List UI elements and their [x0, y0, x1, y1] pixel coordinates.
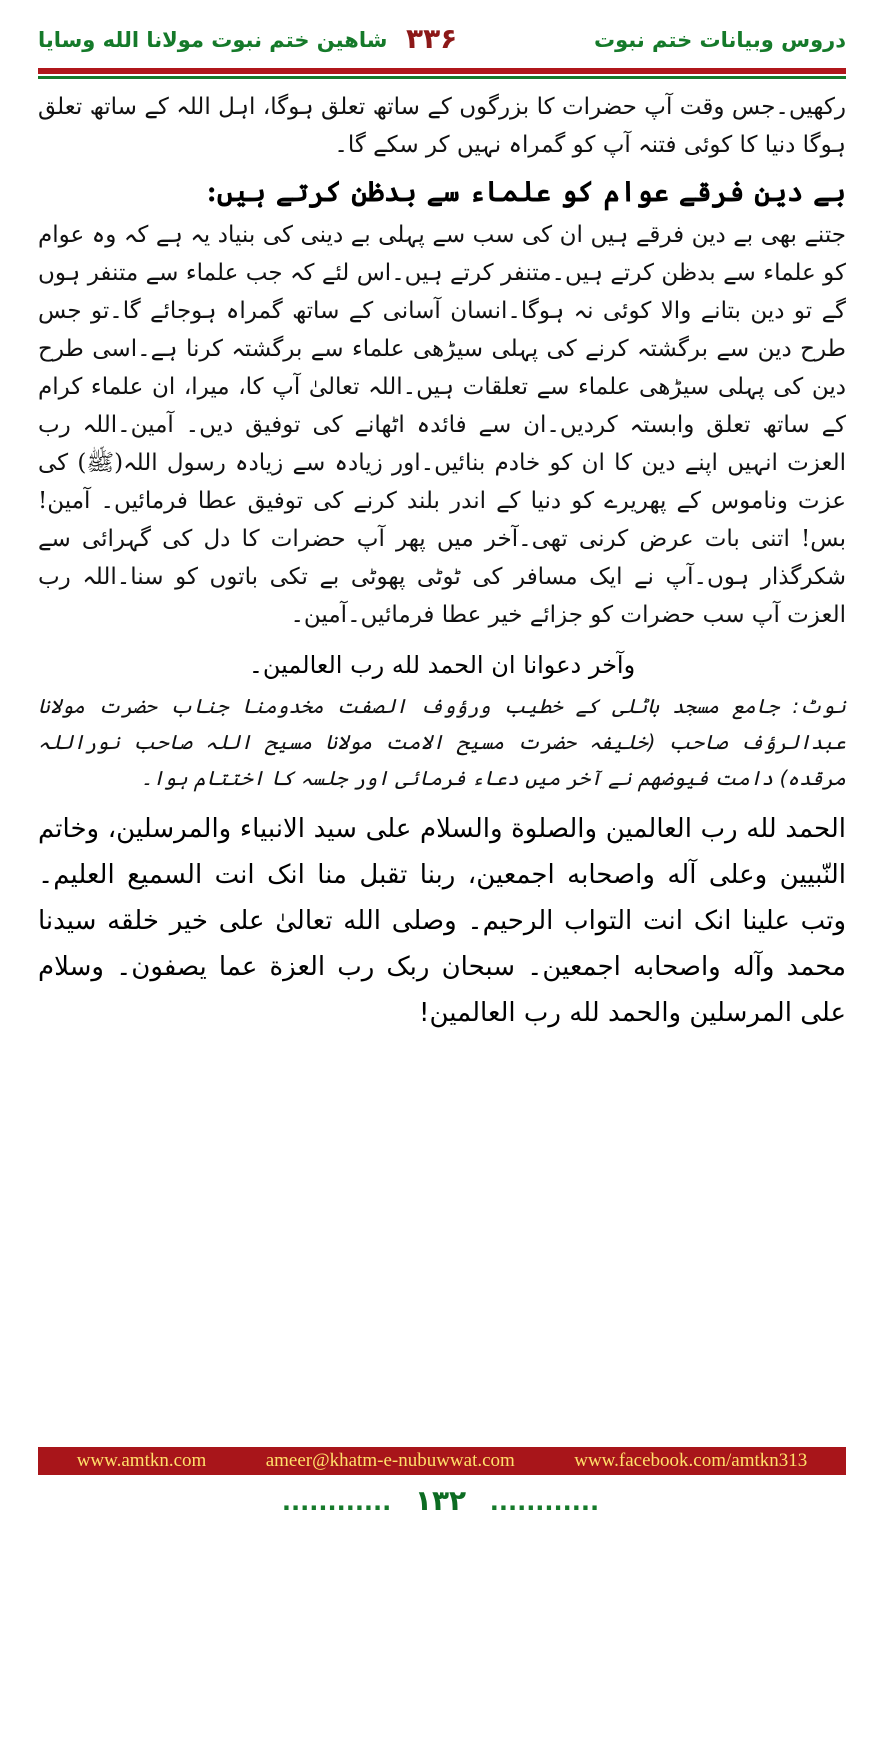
- page-header: [38, 18, 846, 62]
- footer-dots-left: ............: [281, 1488, 392, 1516]
- header-rule-red: [38, 68, 846, 74]
- closing-line: وآخر دعوانا ان الحمد لله رب العالمین۔: [248, 651, 636, 679]
- header-rule-green: [38, 76, 846, 79]
- section-heading: بے دین فرقے عوام کو علماء سے بدظن کرتے ہیں:: [206, 175, 846, 208]
- header-book-title: دروس وبیانات ختم نبوت: [594, 28, 846, 52]
- header-page-number: ۳۳۶: [406, 22, 458, 55]
- header-author-title: شاهین ختم نبوت مولانا الله وسایا: [38, 28, 388, 52]
- footer-email-link[interactable]: ameer@khatm-e-nubuwwat.com: [265, 1450, 515, 1471]
- footer-dots-right: ............: [489, 1488, 600, 1516]
- intro-paragraph: رکھیں۔جس وقت آپ حضرات کا بزرگوں کے ساتھ تعلق ہوگا، اہل اللہ کے ساتھ تعلق ہوگا دنیا کا کوئی فتنہ آپ کو گمراہ نہیں کر سکے گا۔: [38, 94, 846, 158]
- doxology-paragraph: الحمد لله رب العالمین والصلوة والسلام علی سید الانبیاء والمرسلین، وخاتم النّبیین وعلی آله واصحابه اجمعین، ربنا تقبل منا انک انت السمیع العلیم۔ وتب علینا انک انت التواب الرحیم۔ وصلی الله تعالیٰ علی خیر خلقه سیدنا محمد وآله واصحابه اجمعین۔ سبحان ربک رب العزة عما یصفون۔ وسلام علی المرسلین والحمد لله رب العالمین!: [38, 814, 846, 1028]
- footer-website-link[interactable]: www.amtkn.com: [76, 1450, 207, 1471]
- footer-bar: [38, 1447, 846, 1475]
- footer-page-number: [0, 1484, 881, 1517]
- note-paragraph: نوٹ: جامع مسجد باٹلی کے خطیب ورؤوف الصفت مخدومنا جناب حضرت مولانا عبدالرؤف صاحب (خلیفہ حضرت مسیح الامت مولانا مسیح اللہ صاحب نوراللہ مرقدہ) دامت فیوضهم نے آخر میں دعاء فرمائی اور جلسہ کا اختتام ہوا۔: [38, 694, 846, 790]
- body-paragraph: جتنے بھی بے دین فرقے ہیں ان کی سب سے پہلی بے دینی کی بنیاد یہ ہے کہ وہ عوام کو علماء سے بدظن کرتے ہیں۔متنفر کرتے ہیں۔اس لئے کہ جب علماء سے متنفر ہوں گے تو دین بتانے والا کوئی نہ ہوگا۔انسان آسانی کے ساتھ گمراہ ہوجائے گا۔تو جس طرح دین سے برگشتہ کرنے کی پہلی سیڑھی علماء سے برگشتہ کرنا ہے۔اسی طرح دین کی پہلی سیڑھی علماء سے تعلقات ہیں۔اللہ تعالیٰ آپ کا، میرا، ان علماء کرام کے ساتھ تعلق وابستہ کردیں۔ان سے فائدہ اٹھانے کی توفیق دیں۔ آمین۔اللہ رب العزت انہیں اپنے دین کا ان کو خادم بنائیں۔اور زیادہ سے زیادہ رسول اللہ(ﷺ) کی عزت وناموس کے پھریرے کو دنیا کے اندر بلند کرنے کی توفیق عطا فرمائیں۔ آمین! بس! اتنی بات عرض کرنی تھی۔آخر میں پھر آپ حضرات کا دل کی گہرائی سے شکرگذار ہوں۔آپ نے ایک مسافر کی ٹوٹی پھوٹی بے تکی باتوں کو سنا۔اللہ رب العزت آپ سب حضرات کو جزائے خیر عطا فرمائیں۔آمین۔: [38, 222, 846, 628]
- footer-page-num: ۱۳۲: [414, 1484, 467, 1517]
- footer-facebook-link[interactable]: www.facebook.com/amtkn313: [574, 1450, 808, 1471]
